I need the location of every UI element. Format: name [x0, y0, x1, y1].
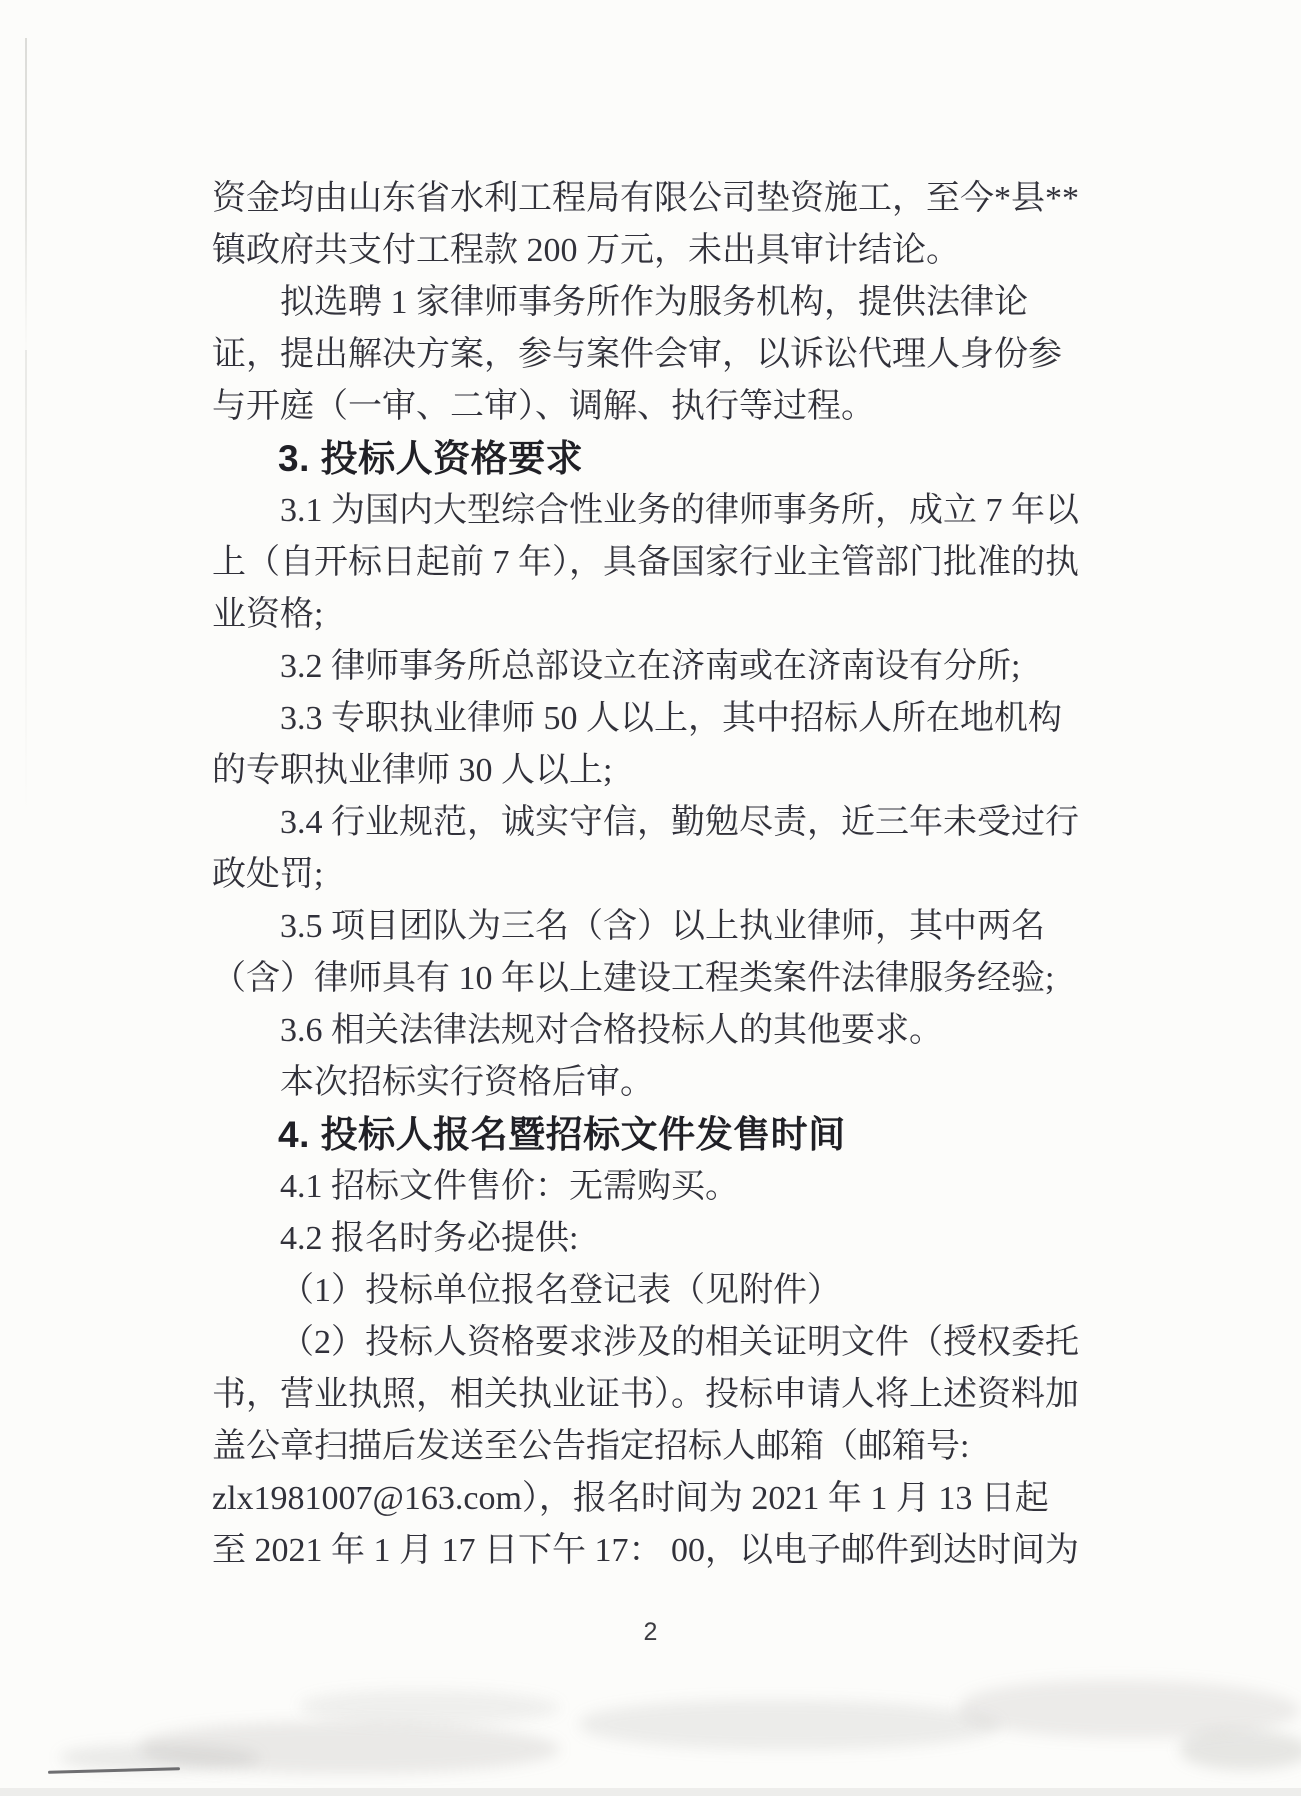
- doc-line: 3.4 行业规范，诚实守信，勤勉尽责，近三年未受过行: [280, 804, 1079, 841]
- doc-line: 拟选聘 1 家律师事务所作为服务机构，提供法律论: [280, 284, 1028, 321]
- doc-line: 书，营业执照，相关执业证书）。投标申请人将上述资料加: [212, 1376, 1079, 1413]
- section-heading-4: 4. 投标人报名暨招标文件发售时间: [278, 1114, 846, 1155]
- doc-line: 证，提出解决方案，参与案件会审，以诉讼代理人身份参: [212, 336, 1062, 373]
- doc-line: 3.5 项目团队为三名（含）以上执业律师，其中两名: [280, 908, 1045, 945]
- scan-artifact-pen-mark: [48, 1767, 180, 1774]
- scan-artifact-vertical-line-faint: [25, 350, 27, 820]
- doc-line: （含）律师具有 10 年以上建设工程类案件法律服务经验;: [212, 960, 1055, 997]
- doc-line: 上（自开标日起前 7 年），具备国家行业主管部门批准的执: [212, 544, 1079, 581]
- doc-line: zlx1981007@163.com），报名时间为 2021 年 1 月 13 日起: [212, 1480, 1049, 1517]
- doc-line: 政处罚;: [212, 856, 324, 893]
- doc-line: （2）投标人资格要求涉及的相关证明文件（授权委托: [280, 1324, 1079, 1361]
- doc-line: 业资格;: [212, 596, 324, 633]
- doc-line: （1）投标单位报名登记表（见附件）: [280, 1272, 841, 1309]
- document-body: [212, 173, 1172, 1577]
- section-heading-3: 3. 投标人资格要求: [278, 438, 584, 479]
- doc-line: 3.3 专职执业律师 50 人以上，其中招标人所在地机构: [280, 700, 1062, 737]
- doc-line: 本次招标实行资格后审。: [280, 1064, 654, 1101]
- scan-artifact-bottom-edge: [0, 1788, 1301, 1796]
- doc-line: 3.2 律师事务所总部设立在济南或在济南设有分所;: [280, 648, 1021, 685]
- doc-line: 的专职执业律师 30 人以上;: [212, 752, 613, 789]
- doc-line: 盖公章扫描后发送至公告指定招标人邮箱（邮箱号:: [212, 1428, 970, 1465]
- page-number: 2: [643, 1618, 658, 1646]
- doc-line: 3.6 相关法律法规对合格投标人的其他要求。: [280, 1012, 943, 1049]
- doc-line: 4.1 招标文件售价：无需购买。: [280, 1168, 739, 1205]
- scan-artifact-bleedthrough: [1180, 1730, 1301, 1770]
- doc-line: 镇政府共支付工程款 200 万元，未出具审计结论。: [212, 232, 960, 269]
- scan-artifact-vertical-line: [25, 38, 27, 358]
- doc-line: 3.1 为国内大型综合性业务的律师事务所，成立 7 年以: [280, 492, 1079, 529]
- scan-artifact-bleedthrough: [300, 1690, 560, 1724]
- doc-line: 资金均由山东省水利工程局有限公司垫资施工，至今*县**: [212, 180, 1079, 217]
- doc-line: 与开庭（一审、二审）、调解、执行等过程。: [212, 388, 875, 425]
- scan-artifact-bleedthrough: [580, 1700, 1000, 1750]
- doc-line: 4.2 报名时务必提供:: [280, 1220, 579, 1257]
- doc-line: 至 2021 年 1 月 17 日下午 17： 00，以电子邮件到达时间为: [212, 1532, 1079, 1569]
